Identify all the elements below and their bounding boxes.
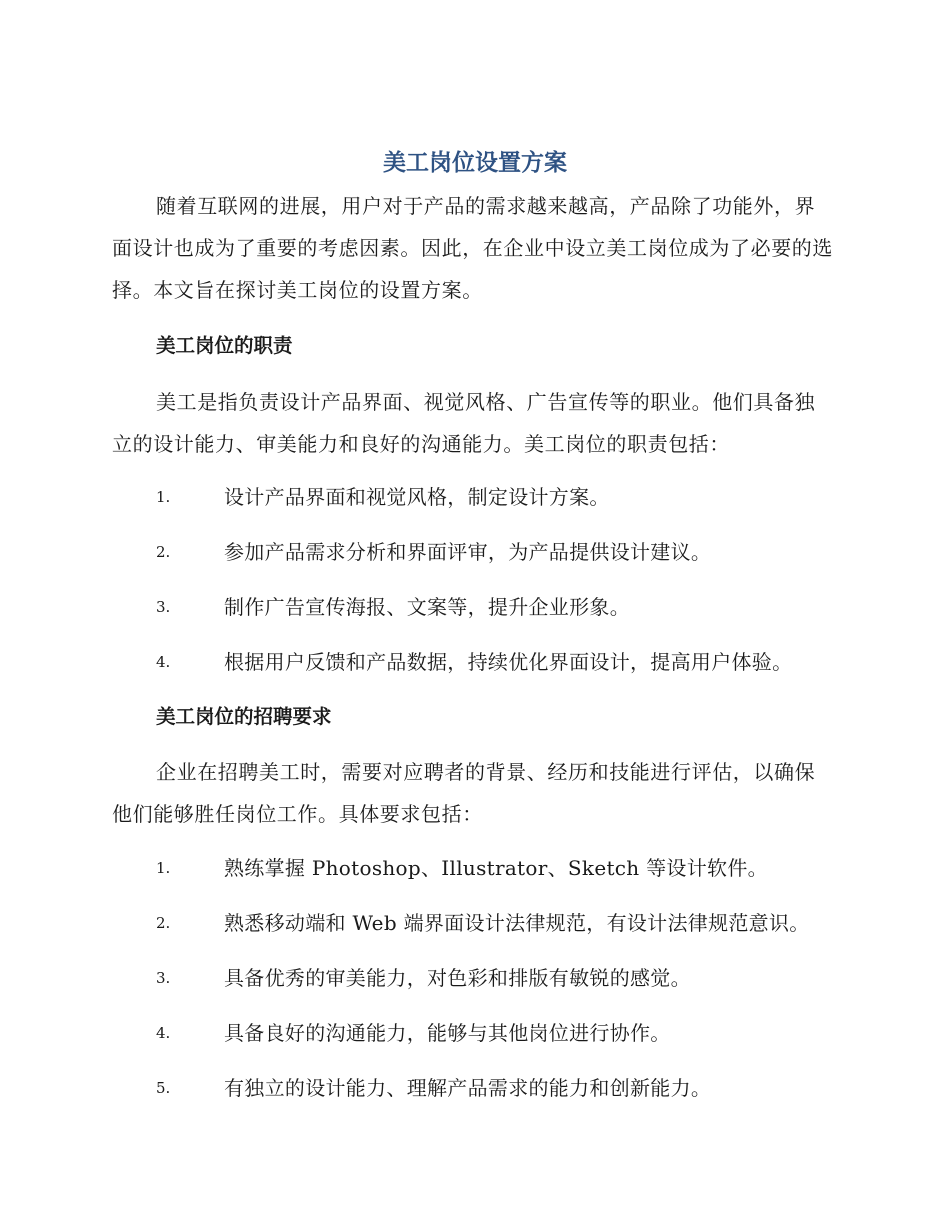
intro-paragraph: 随着互联网的进展，用户对于产品的需求越来越高，产品除了功能外，界面设计也成为了重要的考虑因素。因此，在企业中设立美工岗位成为了必要的选择。本文旨在探讨美工岗位的设置方案。 [112, 194, 833, 302]
list-text: 熟悉移动端和 Web 端界面设计法律规范，有设计法律规范意识。 [224, 911, 810, 935]
list-text: 具备良好的沟通能力，能够与其他岗位进行协作。 [224, 1021, 671, 1045]
section-heading-duties: 美工岗位的职责 [156, 334, 293, 357]
list-number: 5. [156, 1079, 171, 1097]
list-text: 参加产品需求分析和界面评审，为产品提供设计建议。 [224, 540, 712, 564]
list-text: 具备优秀的审美能力，对色彩和排版有敏锐的感觉。 [224, 966, 691, 990]
list-item [156, 647, 856, 677]
list-number: 1. [156, 488, 171, 506]
list-item [156, 482, 856, 512]
list-number: 2. [156, 543, 171, 561]
list-text: 有独立的设计能力、理解产品需求的能力和创新能力。 [224, 1076, 712, 1100]
list-item [156, 592, 856, 622]
document-title: 美工岗位设置方案 [383, 150, 567, 176]
list-item [156, 1073, 856, 1103]
list-number: 1. [156, 859, 171, 877]
list-text: 根据用户反馈和产品数据，持续优化界面设计，提高用户体验。 [224, 650, 793, 674]
list-number: 4. [156, 1024, 171, 1042]
list-text: 制作广告宣传海报、文案等，提升企业形象。 [224, 595, 630, 619]
list-item [156, 908, 856, 938]
requirements-paragraph: 企业在招聘美工时，需要对应聘者的背景、经历和技能进行评估，以确保他们能够胜任岗位工作。具体要求包括： [112, 760, 816, 826]
list-number: 2. [156, 914, 171, 932]
list-number: 4. [156, 653, 171, 671]
list-text: 设计产品界面和视觉风格，制定设计方案。 [224, 485, 610, 509]
list-item [156, 537, 856, 567]
list-item [156, 963, 856, 993]
duties-paragraph: 美工是指负责设计产品界面、视觉风格、广告宣传等的职业。他们具备独立的设计能力、审美能力和良好的沟通能力。美工岗位的职责包括： [112, 390, 816, 456]
list-text: 熟练掌握 Photoshop、Illustrator、Sketch 等设计软件。 [224, 856, 768, 880]
list-number: 3. [156, 598, 171, 616]
section-heading-requirements: 美工岗位的招聘要求 [156, 705, 332, 728]
list-number: 3. [156, 969, 171, 987]
list-item [156, 853, 856, 883]
list-item [156, 1018, 856, 1048]
